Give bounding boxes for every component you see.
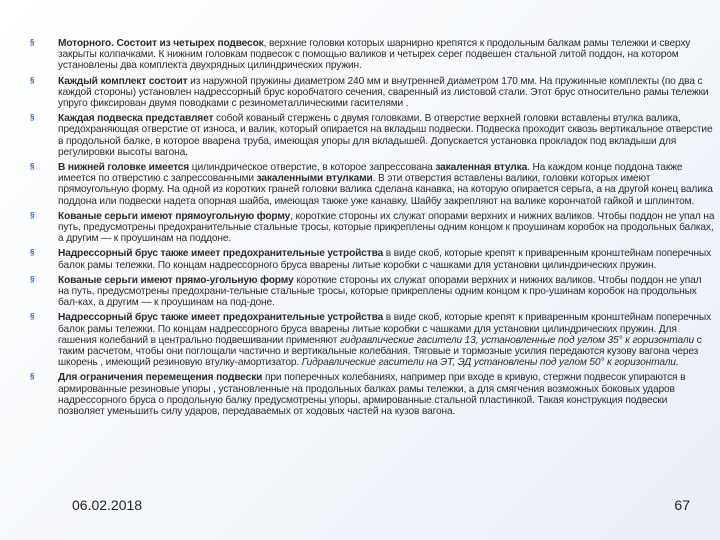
square-bullet-icon: § [30, 162, 35, 172]
item-text: . На каждом конце поддона также имеется по отверстию с запрессованными [58, 162, 683, 185]
item-lead: Каждая подвеска представляет [58, 113, 214, 125]
item-text: из наружной пружины диаметром 240 мм и внутренней диаметром 170 мм. На пружинные комплекты (по два с каждой стороны) установлен надрессорный брус коробчатого сечения, сваренный из листовой стали. Этот брус относительно рамы тележки упруго фиксирован двумя поводками с резинометаллическими гасителями . [58, 75, 709, 110]
item-lead: Надрессорный брус также имеет предохранительные устройства [58, 248, 384, 260]
item-lead: Для ограничения перемещения подвески [58, 372, 263, 384]
item-text: . В эти отверстия вставлены валики, головки которых имеют прямоугольную форму. На одной из коротких граней головки валика сделана канавка, на которую опирается серьга, а на другой конец валика поддона или подвески надета опорная шайба, имеющая также уже канавку. Шайбу закрепляют на валике корончатой гайкой и шплинтом. [58, 173, 713, 207]
item-text: цилиндрическое отверстие, в которое запрессована [189, 162, 436, 174]
item-text: собой кованый стержень с двумя головками. В отверстие верхней головки вставлены втулка валика, предохраняющая отверстие от износа, и валик, который опирается на вкладыш подвески. Подвеска проходит сквозь вертикальное отверстие в продольной балке, в которое вварена труба, имеющая упоры для вкладышей. Допускается установка прокладок под вкладыши для регулировки высоты вагона. [58, 113, 713, 158]
item-text: короткие стороны их служат опорами верхних и нижних валиков. Чтобы поддон не упал на путь, предусмотрены предохрани-тельные стальные тросы, которые прикреплены одним концом к про-ушинам коробок на продольных бал-ках, а другим — к проушинам на под-доне. [58, 274, 702, 309]
list-item [20, 113, 715, 158]
page-number: 67 [674, 497, 690, 513]
square-bullet-icon: § [30, 38, 35, 47]
item-text: с таким расчетом, чтобы они поглощали частично и вертикальные колебания. Тяговые и тормозные усилия передаются кузову вагона через шкорень , имеющий резиновую втулку-амортизатор. [58, 334, 702, 369]
square-bullet-icon: § [30, 75, 35, 85]
bullet-list [20, 38, 715, 421]
list-item [20, 372, 715, 417]
item-italic-note: Гидравлические гасители на ЭТ, ЭД установлены под углом 50° к горизонтали. [301, 357, 679, 369]
item-text: , короткие стороны их служат опорами верхних и нижних валиков. Чтобы поддон не упал на путь, предусмотрены предохранительные стальные тросы, которые прикреплены одним концом к проушинам коробок на продольных балках, а другим — к проушинам на поддоне. [58, 210, 715, 245]
item-text: в виде скоб, которые крепят к приваренным кронштейнам поперечных балок рамы тележки. По концам надрессорного бруса вварены литые коробки с чашками для установки цилиндрических пружин. Для гашения колебаний в центрально подвешивании применяют [58, 312, 712, 346]
square-bullet-icon: § [30, 312, 35, 322]
item-text: при поперечных колебаниях, например при входе в кривую, стержни подвесок упираются в армированные резиновые упоры , установленные на продольных балках рамы тележки, а для смягчения возможных боковых ударов надрессорного бруса о продольную балку предусмотрены упоры, армированные стальной пластинкой. Такая конструкция подвески позволяет уменьшить силу ударов, передаваемых от ходовых частей на кузов вагона. [58, 372, 686, 418]
item-text: , верхние головки которых шарнирно крепятся к продольным балкам рамы тележки и сверху закрыты колпачками. К нижним головкам подвесок с помощью валиков и четырех серег подвешен стальной литой поддон, на котором установлены два комплекта двухрядных цилиндрических пружин. [58, 38, 691, 72]
square-bullet-icon: § [30, 113, 35, 123]
list-item [20, 275, 715, 309]
square-bullet-icon: § [30, 372, 35, 382]
item-italic-note: гидравлические гасители 13, установленные под углом 35° к горизонтали [339, 334, 694, 346]
item-lead: В нижней головке имеется [58, 162, 190, 174]
list-item [20, 162, 715, 207]
list-item [20, 211, 715, 245]
item-lead: Надрессорный брус также имеет предохранительные устройства [58, 312, 384, 324]
item-lead: Кованые серьги имеют прямоугольную форму [58, 210, 291, 222]
square-bullet-icon: § [30, 248, 35, 258]
square-bullet-icon: § [30, 274, 35, 284]
item-lead: Каждый комплект состоит [58, 75, 188, 87]
item-lead: Моторного. Состоит из четырех подвесок [58, 38, 264, 49]
list-item [20, 248, 715, 270]
list-item [20, 312, 715, 368]
square-bullet-icon: § [30, 210, 35, 220]
item-emphasis: закаленная втулка [435, 162, 528, 174]
list-item [20, 76, 715, 110]
footer-date: 06.02.2018 [72, 497, 143, 513]
item-emphasis: закаленными втулками [256, 173, 373, 185]
list-item [20, 38, 715, 72]
item-lead: Кованые серьги имеют прямо-угольную форму [58, 274, 294, 286]
item-text: в виде скоб, которые крепят к приваренным кронштейнам поперечных балок рамы тележки. По концам надрессорного бруса вварены литые коробки с чашками для установки цилиндрических пружин. [58, 248, 712, 271]
